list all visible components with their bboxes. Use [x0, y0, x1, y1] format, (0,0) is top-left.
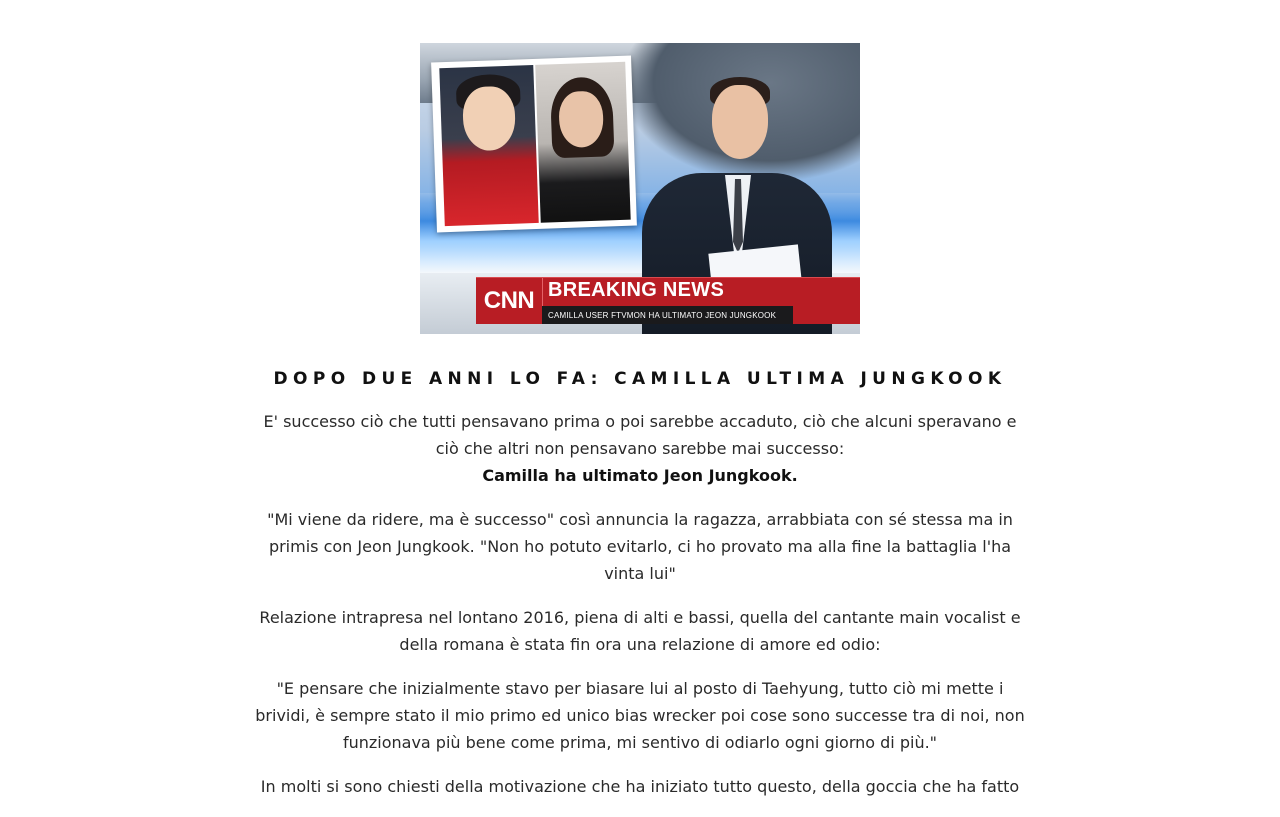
paragraph-2: "Mi viene da ridere, ma è successo" così annuncia la ragazza, arrabbiata con sé stessa ma in primis con Jeon Jungkook. "Non ho potuto evitarlo, ci ho provato ma alla fine la battaglia l'ha vinta lui": [267, 510, 1013, 583]
ticker-subline: CAMILLA USER FTVMON HA ULTIMATO JEON JUNGKOOK: [542, 306, 793, 324]
article-title: DOPO DUE ANNI LO FA: CAMILLA ULTIMA JUNGKOOK: [273, 369, 1007, 390]
breaking-news-ticker: [476, 277, 860, 324]
news-anchor-face: [712, 85, 768, 159]
paragraph-1: [255, 408, 1025, 489]
article-body: [255, 408, 1025, 817]
paragraph-1-text: E' successo ciò che tutti pensavano prima o poi sarebbe accaduto, ciò che alcuni speravano e ciò che altri non pensavano sarebbe mai successo:: [263, 412, 1017, 458]
cnn-logo: CNN: [476, 278, 543, 324]
paragraph-1-bold: Camilla ha ultimato Jeon Jungkook.: [482, 466, 798, 485]
paragraph-4: "E pensare che inizialmente stavo per biasare lui al posto di Taehyung, tutto ciò mi mette i brividi, è sempre stato il mio primo ed unico bias wrecker poi cose sono successe tra di noi, non funzionava più bene come prima, mi sentivo di odiarlo ogni giorno di più.": [255, 679, 1025, 752]
paragraph-3: Relazione intrapresa nel lontano 2016, piena di alti e bassi, quella del cantante main vocalist e della romana è stata fin ora una relazione di amore ed odio:: [259, 608, 1021, 654]
inset-photo-woman: [535, 62, 630, 223]
ticker-headline: BREAKING NEWS: [548, 279, 725, 301]
inset-photo-man: [439, 65, 538, 226]
hero-image: [420, 43, 860, 334]
inset-photo-frame: [431, 56, 637, 233]
paragraph-5: In molti si sono chiesti della motivazione che ha iniziato tutto questo, della goccia che ha fatto: [260, 777, 1020, 796]
face: [462, 86, 516, 152]
